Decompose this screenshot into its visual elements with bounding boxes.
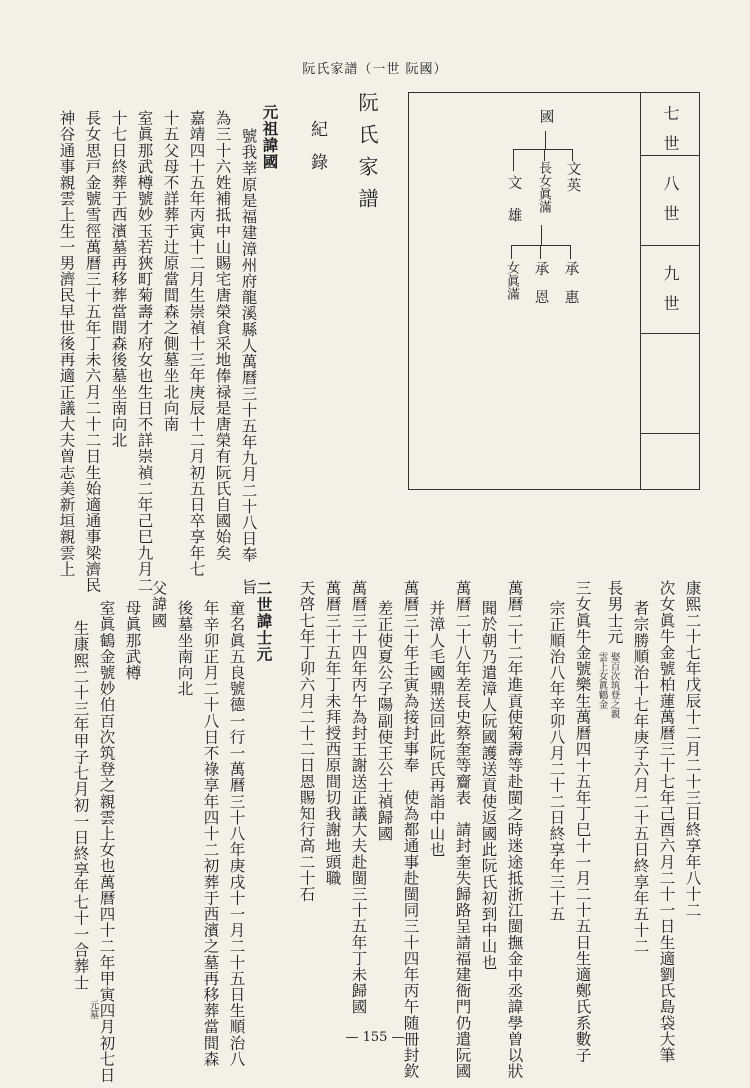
first-gen-heading: 元祖諱國 bbox=[260, 104, 280, 170]
second-gen-text-line: 父諱國 bbox=[149, 580, 168, 629]
tree-line bbox=[545, 131, 546, 149]
tree-line bbox=[511, 245, 512, 259]
tree-gen9-name: 承恩 bbox=[532, 261, 549, 318]
tree-gen8-name: 文英 bbox=[564, 161, 581, 194]
tree-line bbox=[572, 149, 573, 161]
tree-gen9-name: 承惠 bbox=[562, 261, 579, 318]
tree-gen9-name: 女眞滿 bbox=[504, 261, 519, 300]
tree-line bbox=[513, 149, 514, 171]
continuation-text-line: 者宗勝順治十七年庚子六月二十五日終享年五十二 bbox=[631, 600, 650, 955]
record-text-line: 萬曆二十二年進貢使菊壽等赴閩之時迷途抵浙江閩撫金中丞諱學曽以狀 bbox=[505, 580, 524, 1080]
record-text-line: 差正使夏公子陽副使王公士禎歸國 bbox=[375, 600, 394, 842]
second-gen-heading: 二世諱士元 bbox=[254, 580, 274, 663]
book-title: 阮氏家譜 bbox=[355, 92, 379, 220]
gen-label-blank bbox=[641, 333, 699, 434]
tree-root-name: 國 bbox=[537, 109, 554, 126]
small-annotation: 元墓 bbox=[87, 1000, 99, 1019]
second-gen-text-line: 後墓坐南向北 bbox=[175, 600, 194, 697]
record-text-line: 萬曆三十年壬寅為接封事奉 使為都通事赴閩同三十四年丙午随冊封欽 bbox=[401, 580, 420, 1080]
second-gen-text-line: 童名眞五良號德一行一萬曆三十八年庚戌十一月二十五日生順治八 bbox=[227, 600, 246, 1067]
small-annotation: 娶百次筑登之親 bbox=[608, 652, 620, 719]
record-text-line: 萬曆三十五年丁未拜授西原間切我謝地頭職 bbox=[323, 580, 342, 886]
first-gen-text-line: 號我莘原是福建漳州府龍溪縣人萬曆三十五年九月二十八日奉 旨 bbox=[239, 128, 258, 595]
first-gen-text-line: 為三十六姓補抵中山賜宅唐榮食采地俸禄是唐榮有阮氏自國始矣 bbox=[213, 110, 232, 561]
tree-line bbox=[544, 149, 545, 161]
second-gen-text-line: 生康熙二十三年甲子七月初一日終享年七十一合葬士 bbox=[71, 620, 90, 991]
tree-line bbox=[570, 245, 571, 259]
gen-label-9: 九世 bbox=[641, 245, 699, 334]
tree-line bbox=[540, 245, 541, 259]
record-text-line: 聞於朝乃遣漳人阮國護送貢使返國此阮氏初到中山也 bbox=[479, 600, 498, 971]
continuation-text-line: 宗正順治八年辛卯八月二十二日終享年三十五 bbox=[547, 600, 566, 922]
genealogy-chart bbox=[408, 92, 700, 490]
first-gen-text-line: 神谷通事親雲上生一男濟民早世後再適正議大夫曽志美新垣親雲上 bbox=[57, 110, 76, 577]
record-text-line: 萬曆二十八年差長史蔡奎等齎表 請封奎失歸路呈請福建衙門仍遣阮國 bbox=[453, 580, 472, 1080]
first-gen-text-line: 嘉靖四十五年丙寅十二月生崇禎十三年庚辰十二月初五日卒享年七 bbox=[187, 110, 206, 577]
continuation-text-line: 次女眞牛金號柏蓮萬曆三十七年己酉六月二十一日生適劉氏島袋大筆 bbox=[657, 580, 676, 1063]
second-gen-text-line: 年辛卯正月二十八日不祿享年四十二初葬于西濱之墓再移葬當間森 bbox=[201, 600, 220, 1067]
first-gen-text-line: 長女思戸金號雪徑萬曆三十五年丁未六月二十二日生始適通事梁濟民 bbox=[83, 110, 102, 593]
first-gen-text-line: 十七日終葬于西濱墓再移葬當間森後墓坐南向北 bbox=[109, 110, 128, 449]
record-text-line: 天啓七年丁卯六月二十二日恩賜知行高二十石 bbox=[297, 580, 316, 902]
record-text-line: 萬曆三十四年丙午為封王謝送正議大夫赴閩三十五年丁未歸國 bbox=[349, 580, 368, 1015]
gen-label-7: 七世 bbox=[641, 93, 699, 156]
continuation-text-line: 康熙二十七年戊辰十二月二十三日終享年八十二 bbox=[683, 580, 702, 919]
small-annotation: 雲上女眞鶴金 bbox=[596, 652, 608, 709]
continuation-text-line: 三女眞牛金號樂生萬曆四十五年丁巳十一月二十五日生適鄭氏系數子 bbox=[573, 580, 592, 1063]
tree-gen8-name: 文雄 bbox=[505, 175, 522, 240]
record-text-line: 并漳人毛國鼎送回此阮氏再詣中山也 bbox=[427, 600, 446, 858]
generation-label-column bbox=[640, 93, 699, 489]
running-header: 阮氏家譜（一世 阮國） bbox=[302, 62, 448, 77]
gen-label-8: 八世 bbox=[641, 155, 699, 246]
second-gen-text-line: 室眞鶴金號妙伯百次筑登之親雲上女也萬曆四十二年甲寅四月初七日 bbox=[97, 600, 116, 1083]
second-gen-text-line: 母眞那武樽 bbox=[123, 600, 142, 681]
continuation-text-line: 長男士元 bbox=[605, 580, 624, 645]
first-gen-text-line: 室眞那武樽號妙玉若狹町菊壽才府女也生日不詳崇禎二年己巳九月二 bbox=[135, 110, 154, 593]
tree-gen8-name: 長女眞滿 bbox=[536, 161, 551, 213]
page-number: — 155 — bbox=[345, 1030, 405, 1045]
section-title: 紀錄 bbox=[307, 120, 327, 186]
first-gen-text-line: 十五父母不詳葬于辻原當間森之側墓坐北向南 bbox=[161, 110, 180, 432]
tree-line bbox=[513, 149, 573, 150]
tree-line bbox=[541, 225, 542, 245]
